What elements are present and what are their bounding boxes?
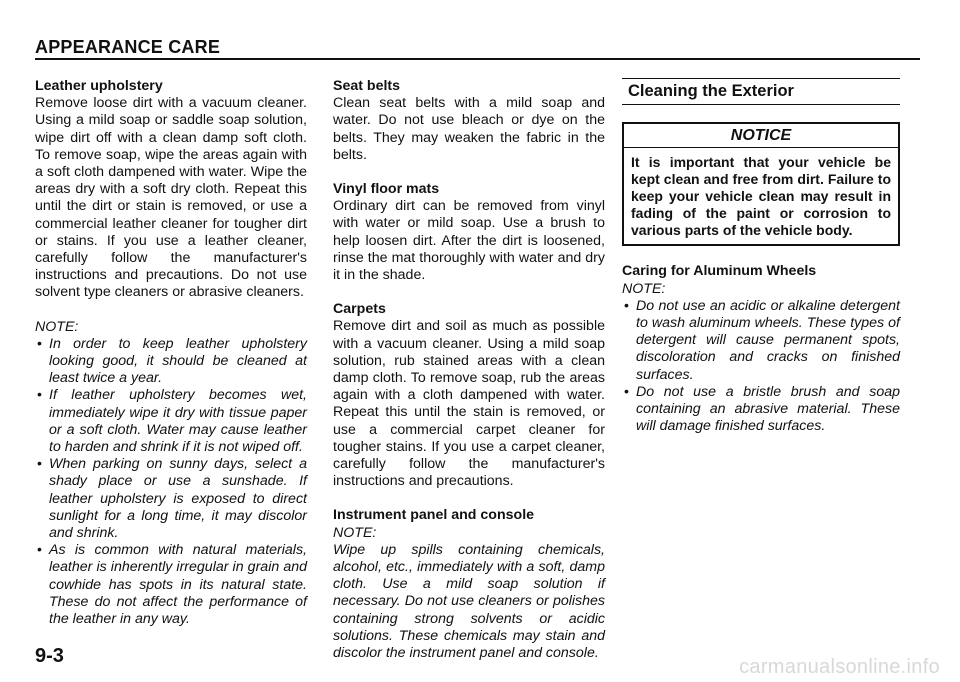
list-item: • In order to keep leather upholstery looking good, it should be cleaned at least twice a year.	[35, 336, 307, 388]
column-right	[622, 78, 900, 435]
header-rule	[35, 58, 920, 60]
list-item: • As is common with natural materials, leather is inherently irregular in grain and cowhide has spots in its natural state. These do not affect the performance of the leather in any way.	[35, 542, 307, 628]
leather-section	[35, 78, 307, 628]
exterior-title-bar	[622, 78, 900, 105]
wheels-heading: Caring for Aluminum Wheels	[622, 263, 817, 280]
page-number: 9-3	[35, 645, 64, 667]
instrument-section	[333, 507, 605, 662]
wheels-notes-list	[622, 298, 900, 436]
list-item: • If leather upholstery becomes wet, immediately wipe it dry with tissue paper or a soft cloth. Water may cause leather to harden and shrink if it is not wiped off.	[35, 387, 307, 456]
notice-box	[622, 122, 900, 246]
seatbelts-heading: Seat belts	[333, 78, 401, 94]
instrument-note: Wipe up spills containing chemicals, alcohol, etc., immediately with a soft, damp cloth. Use a mild soap solution if necessary. Do not use cleaners or polishes containing strong solvents or acidic solutions. These chemicals may stain and discolor the instrument panel and console.	[333, 541, 605, 662]
watermark: carmanualsonline.info	[739, 656, 940, 678]
wheels-section	[622, 263, 900, 435]
notice-body: It is important that your vehicle be kept clean and free from dirt. Failure to keep your vehicle clean may result in fading of the paint or corrosion to various parts of the vehicle body.	[631, 154, 891, 239]
leather-notes-list	[35, 336, 307, 628]
notice-label: NOTICE	[624, 124, 898, 148]
vinyl-heading: Vinyl floor mats	[333, 181, 440, 198]
wheels-note-label: NOTE:	[622, 280, 666, 297]
instrument-heading: Instrument panel and console	[333, 507, 535, 524]
instrument-note-label: NOTE:	[333, 524, 377, 541]
seatbelts-body: Clean seat belts with a mild soap and water. Do not use bleach or dye on the belts. They may weaken the fabric in the belts.	[333, 95, 605, 163]
carpets-body: Remove dirt and soil as much as possible with a vacuum cleaner. Using a mild soap solution, rub stained areas with a clean damp cloth. To remove soap, rub the areas again with a cloth dampened with water. Repeat this until the stain is removed, or use a commercial carpet cleaner for tougher stains. If you use a carpet cleaner, carefully follow the manufacturer's instructions and precautions.	[333, 318, 605, 490]
page-title: APPEARANCE CARE	[35, 37, 221, 57]
list-item: • Do not use a bristle brush and soap containing an abrasive material. These will damage finished surfaces.	[622, 384, 900, 436]
leather-note-label: NOTE:	[35, 318, 79, 335]
vinyl-body: Ordinary dirt can be removed from vinyl with water or mild soap. Use a brush to help loosen dirt. After the dirt is loosened, rinse the mat thoroughly with water and dry it in the shade.	[333, 198, 605, 284]
leather-heading: Leather upholstery	[35, 78, 163, 94]
seatbelts-section	[333, 78, 605, 164]
list-item: • Do not use an acidic or alkaline detergent to wash aluminum wheels. These types of detergent will cause permanent spots, discoloration and cracks on finished surfaces.	[622, 298, 900, 384]
carpets-section	[333, 301, 605, 490]
list-item: • When parking on sunny days, select a shady place or use a sunshade. If leather upholstery is exposed to direct sunlight for a long time, it may discolor and shrink.	[35, 456, 307, 542]
carpets-heading: Carpets	[333, 301, 386, 318]
column-middle	[333, 78, 605, 662]
column-left	[35, 78, 307, 628]
vinyl-section	[333, 181, 605, 284]
exterior-title: Cleaning the Exterior	[628, 82, 794, 100]
leather-body: Remove loose dirt with a vacuum cleaner. Using a mild soap or saddle soap solution, wipe dirt off with a clean damp soft cloth. To remove soap, wipe the areas again with a soft cloth dampened with water. Wipe the areas dry with a soft dry cloth. Repeat this until the dirt or stain is removed, or use a commercial leather cleaner for tougher dirt or stains. If you use a leather cleaner, carefully follow the manufacturer's instructions and precautions. Do not use solvent type cleaners or abrasive cleaners.	[35, 95, 307, 301]
